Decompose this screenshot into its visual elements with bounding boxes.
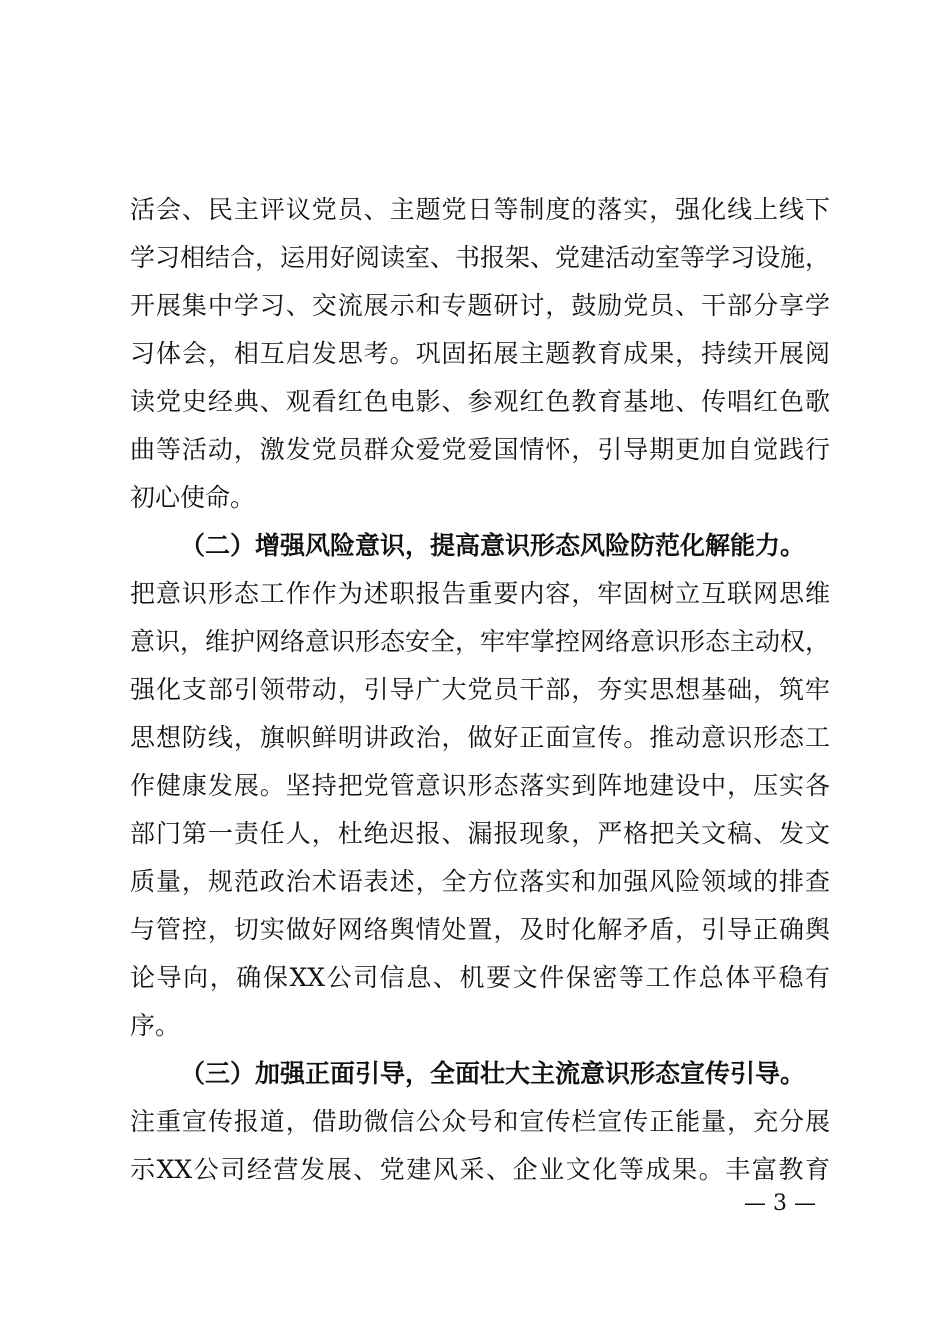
- body-line: 质量，规范政治术语表述，全方位落实和加强风险领域的排查: [130, 867, 830, 896]
- body-line: 示XX公司经营发展、党建风采、企业文化等成果。丰富教育: [130, 1155, 830, 1184]
- body-line: 曲等活动，激发党员群众爱党爱国情怀，引导期更加自觉践行: [130, 435, 830, 464]
- body-line: 活会、民主评议党员、主题党日等制度的落实，强化线上线下: [130, 195, 830, 224]
- body-line: 与管控，切实做好网络舆情处置，及时化解矛盾，引导正确舆: [130, 915, 830, 944]
- body-line: 读党史经典、观看红色电影、参观红色教育基地、传唱红色歌: [130, 387, 830, 416]
- body-line: 初心使命。: [130, 483, 256, 512]
- page-number: — 3 —: [744, 1191, 816, 1216]
- section-heading-2: （二）增强风险意识，提高意识形态风险防范化解能力。: [180, 531, 806, 560]
- body-line: 习体会，相互启发思考。巩固拓展主题教育成果，持续开展阅: [130, 339, 830, 368]
- body-line: 序。: [130, 1011, 181, 1040]
- body-line: 学习相结合，运用好阅读室、书报架、党建活动室等学习设施，: [130, 243, 831, 272]
- body-line: 作健康发展。坚持把党管意识形态落实到阵地建设中，压实各: [130, 771, 830, 800]
- body-line: 强化支部引领带动，引导广大党员干部，夯实思想基础，筑牢: [130, 675, 830, 704]
- body-line: 部门第一责任人，杜绝迟报、漏报现象，严格把关文稿、发文: [130, 819, 830, 848]
- body-line: 开展集中学习、交流展示和专题研讨，鼓励党员、干部分享学: [130, 291, 830, 320]
- body-line: 意识，维护网络意识形态安全，牢牢掌控网络意识形态主动权，: [130, 627, 831, 656]
- body-line: 思想防线，旗帜鲜明讲政治，做好正面宣传。推动意识形态工: [130, 723, 830, 752]
- body-line: 论导向，确保XX公司信息、机要文件保密等工作总体平稳有: [130, 963, 830, 992]
- section-heading-3: （三）加强正面引导，全面壮大主流意识形态宣传引导。: [180, 1059, 806, 1088]
- body-line: 注重宣传报道，借助微信公众号和宣传栏宣传正能量，充分展: [130, 1107, 830, 1136]
- body-line: 把意识形态工作作为述职报告重要内容，牢固树立互联网思维: [130, 579, 830, 608]
